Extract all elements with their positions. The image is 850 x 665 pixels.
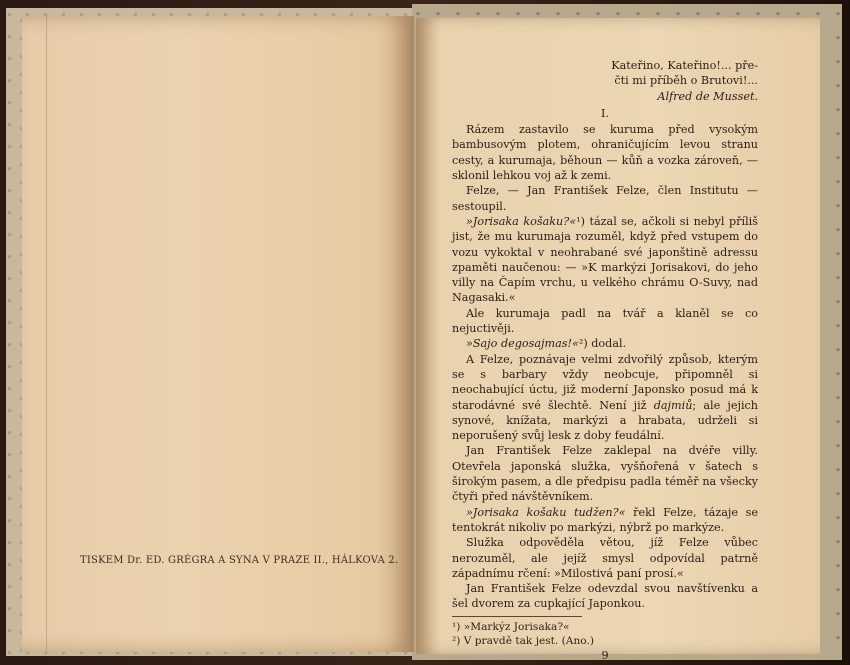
paragraph-6-text-b: ; ale jejich synové, knížata, markýzi a hrabata, udrželi si neporušený svůj lesk z doby feudální. [452, 398, 759, 443]
right-page-text [452, 58, 758, 663]
paragraph-8-text: řekl Felze, tázaje se tentokrát nikoliv po markýzi, nýbrž po markýze. [452, 505, 758, 534]
paragraph-3-italic: »Jorisaka košaku?« [466, 214, 577, 228]
paragraph-5 [452, 336, 758, 351]
paragraph-3 [452, 214, 758, 306]
epigraph-line-1: Kateřino, Kateřino!... pře- [611, 59, 758, 72]
paragraph-4: Ale kurumaja padl na tvář a klaněl se co nejuctivěji. [452, 306, 758, 336]
paragraph-5-text: dodal. [587, 337, 627, 351]
epigraph [452, 58, 758, 104]
paragraph-6-italic: dajmiů [653, 398, 693, 412]
footnote-rule [452, 616, 582, 617]
footnote-1: ¹) »Markýz Jorisaka?« [452, 620, 570, 633]
footnote-mark-2: ²) [578, 337, 588, 351]
paragraph-7: Jan František Felze zaklepal na dvéře villy. Otevřela japonská služka, vyšňořená v šatech s širokým pasem, a dle předpisu padla téměř na všecky čtyři před návštěvníkem. [452, 444, 758, 504]
paragraph-6-text-a: A Felze, poznávaje velmi zdvořilý způsob, kterým se s barbary vždy neobcuje, připomněl si neochabující úctu, již moderní Japonsko posud má k starodávné své šlechtě. Není již [452, 352, 758, 412]
paragraph-8 [452, 505, 758, 536]
page-edge-line [46, 16, 47, 652]
chapter-number: I. [601, 106, 609, 120]
footnote-2: ²) V pravdě tak jest. (Ano.) [452, 634, 594, 647]
paragraph-5-italic: »Sajo degosajmas!« [466, 337, 579, 351]
paragraph-8-italic: »Jorisaka košaku tudžen?« [466, 505, 626, 519]
paragraph-6 [452, 352, 758, 444]
epigraph-author: Alfred de Musset. [657, 89, 758, 103]
paragraph-3-text: tázal se, ačkoli si nebyl příliš jist, že mu kurumaja rozuměl, když před vstupem do vozu vykoktal v neohrabané své japonštině adressu zpaměti naučenou: — »K markýzi Jorisakovi, do jeho villy na Čapím vrchu, u velkého chrámu O-Suvy, nad Nagasaki.« [452, 214, 758, 305]
page-number: 9 [601, 648, 609, 662]
paragraph-2: Felze, — Jan František Felze, člen Institutu — sestoupil. [452, 184, 758, 213]
paragraph-9: Služka odpověděla větou, jíž Felze vůbec nerozuměl, ale jejíž smysl odpovídal patrně západnímu rčení: »Milostivá paní prosí.« [452, 536, 758, 580]
epigraph-line-2: čti mi příběh o Brutovi!... [614, 74, 758, 88]
footnote-mark-1: ¹) [576, 214, 585, 228]
paragraph-1: Rázem zastavilo se kuruma před vysokým bambusovým plotem, ohraničujícím levou stranu cesty, a kurumaja, běhoun — kůň a vozka zároveň, — sklonil lehkou voj až k zemi. [452, 123, 758, 183]
paragraph-10: Jan František Felze odevzdal svou navštívenku a šel dvorem za cupkající Japonkou. [452, 582, 758, 611]
printer-imprint: TISKEM Dr. ED. GRÉGRA A SYNA V PRAZE II., HÁLKOVA 2. [80, 555, 399, 566]
